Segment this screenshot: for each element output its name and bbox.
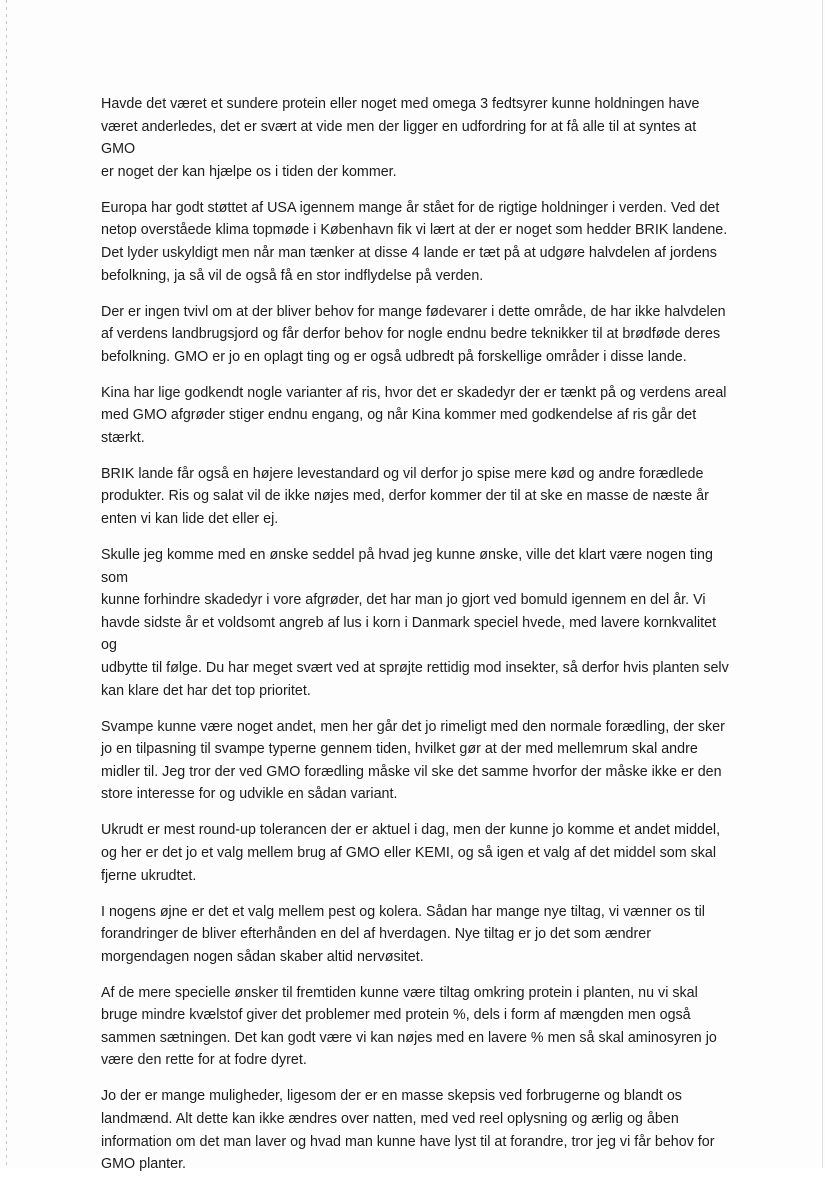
- paragraph-3: Der er ingen tvivl om at der bliver behov for mange fødevarer i dette område, de har ikke halvdelen af verdens landbrugsjord og får derfor behov for nogle endnu bedre teknikker til at brødføde deres befolkning. GMO er jo en oplagt ting og er også udbredt på forskellige områder i disse lande.: [101, 303, 726, 365]
- paragraph-1: Havde det været et sundere protein eller noget med omega 3 fedtsyrer kunne holdningen have været anderledes, det er svært at vide men der ligger en udfordring for at få alle til at syntes at GMO er noget der kan hjælpe os i tiden der kommer.: [101, 96, 700, 180]
- scan-edge-left: [6, 0, 7, 1168]
- paragraph-5: BRIK lande får også en højere levestandard og vil derfor jo spise mere kød og andre forædlede produkter. Ris og salat vil de ikke nøjes med, derfor kommer der til at ske en masse de næste år enten vi kan lide det eller ej.: [101, 465, 709, 528]
- paragraph-4: Kina har lige godkendt nogle varianter af ris, hvor det er skadedyr der er tænkt på og verdens areal med GMO afgrøder stiger endnu engang, og når Kina kommer med godkendelse af ris går det stærkt.: [101, 384, 727, 446]
- paragraph-11: Jo der er mange muligheder, ligesom der er en masse skepsis ved forbrugerne og blandt os landmænd. Alt dette kan ikke ændres over natten, med ved reel oplysning og ærlig og åben information om det man laver og hvad man kunne have lyst til at forandre, tror jeg vi får behov for GMO planter.: [101, 1088, 715, 1173]
- paragraph-2: Europa har godt støttet af USA igennem mange år stået for de rigtige holdninger i verden. Ved det netop overståede klima topmøde i København fik vi lært at der er noget som hedder BRIK landene. Det lyder uskyldigt men når man tænker at disse 4 lande er tæt på at udgøre halvdelen af jordens befolkning, ja så vil de også få en stor indflydelse på verden.: [101, 199, 728, 284]
- paragraph-9: I nogens øjne er det et valg mellem pest og kolera. Sådan har mange nye tiltag, vi vænner os til forandringer de bliver efterhånden en del af hverdagen. Nye tiltag er jo det som ændrer morgendagen nogen sådan skaber altid nervøsitet.: [101, 903, 705, 965]
- paragraph-6: Skulle jeg komme med en ønske seddel på hvad jeg kunne ønske, ville det klart være nogen ting som kunne forhindre skadedyr i vore afgrøder, det har man jo gjort ved bomuld igennem en del år. Vi havde sidste år et voldsomt angreb af lus i korn i Danmark speciel hvede, med lavere kornkvalitet og udbytte til følge. Du har meget svært ved at sprøjte rettidig mod insekter, så derfor hvis planten selv kan klare det har det top prioritet.: [101, 547, 729, 699]
- scan-edge-right: [822, 0, 823, 1168]
- paragraph-8: Ukrudt er mest round-up tolerancen der er aktuel i dag, men der kunne jo komme et andet middel, og her er det jo et valg mellem brug af GMO eller KEMI, og så igen et valg af det middel som skal fjerne ukrudtet.: [101, 822, 721, 884]
- body-text: [101, 93, 733, 1189]
- paragraph-10: Af de mere specielle ønsker til fremtiden kunne være tiltag omkring protein i planten, nu vi skal bruge mindre kvælstof giver det problemer med protein %, dels i form af mængden men også sammen sætningen. Det kan godt være vi kan nøjes med en lavere % men så skal aminosyren jo være den rette for at fodre dyret.: [101, 984, 717, 1069]
- paragraph-7: Svampe kunne være noget andet, men her går det jo rimeligt med den normale forædling, der sker jo en tilpasning til svampe typerne gennem tiden, hvilket gør at der med mellemrum skal andre midler til. Jeg tror der ved GMO forædling måske vil ske det samme hvorfor der måske ikke er den store interesse for og udvikle en sådan variant.: [101, 718, 725, 803]
